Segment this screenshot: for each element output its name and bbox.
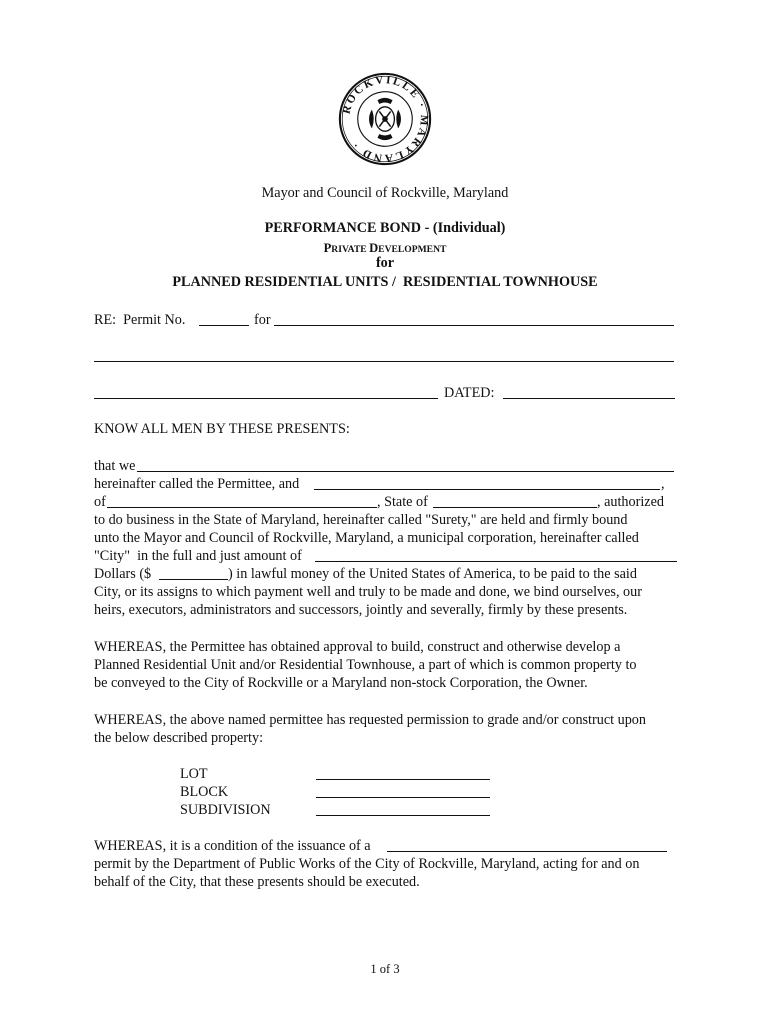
of-label: of (94, 494, 106, 510)
authorized-label: , authorized (597, 494, 664, 510)
permittee-name-field[interactable] (137, 471, 674, 472)
para1-line9: heirs, executors, administrators and successors, jointly and severally, firmly by these presents. (94, 602, 628, 618)
bond-amount-figures-field[interactable] (159, 579, 228, 580)
document-subtitle: PRIVATE DEVELOPMENT (323, 241, 447, 255)
permit-number-field[interactable] (199, 325, 249, 326)
comma-text: , (661, 476, 665, 492)
permit-for-label: for (254, 312, 271, 328)
that-we-label: that we (94, 458, 136, 474)
whereas1-line3: be conveyed to the City of Rockville or a Maryland non-stock Corporation, the Owner. (94, 675, 588, 691)
lot-label: LOT (180, 766, 208, 782)
permit-number-label: RE: Permit No. (94, 312, 186, 328)
whereas3-line3: behalf of the City, that these presents should be executed. (94, 874, 420, 890)
para1-line8: City, or its assigns to which payment well and truly to be made and done, we bind ourselves, our (94, 584, 642, 600)
surety-name-field[interactable] (314, 489, 660, 490)
para1-line4: to do business in the State of Maryland, hereinafter called "Surety," are held and firmly bound (94, 512, 628, 528)
know-all-men-heading: KNOW ALL MEN BY THESE PRESENTS: (94, 421, 350, 437)
subdivision-field[interactable] (316, 815, 490, 816)
seal-ring-text: ROCKVILLE · MARYLAND · (340, 73, 430, 164)
page-number: 1 of 3 (370, 962, 400, 976)
whereas3-line1: WHEREAS, it is a condition of the issuance of a (94, 838, 371, 854)
block-field[interactable] (316, 797, 490, 798)
para1-line7: ) in lawful money of the United States of America, to be paid to the said (228, 566, 637, 582)
city-amount-label: "City" in the full and just amount of (94, 548, 302, 564)
rockville-seal-icon (338, 72, 432, 166)
lot-field[interactable] (316, 779, 490, 780)
block-label: BLOCK (180, 784, 229, 800)
permittee-label: hereinafter called the Permittee, and (94, 476, 300, 492)
whereas1-line2: Planned Residential Unit and/or Residential Townhouse, a part of which is common property to (94, 657, 637, 673)
for-word: for (375, 255, 395, 271)
subdivision-label: SUBDIVISION (180, 802, 271, 818)
bond-amount-words-field[interactable] (315, 561, 677, 562)
dated-field[interactable] (503, 398, 675, 399)
permit-for-field[interactable] (274, 325, 674, 326)
permit-description-field-2[interactable] (94, 398, 438, 399)
whereas2-line1: WHEREAS, the above named permittee has requested permission to grade and/or construct upon (94, 712, 646, 728)
state-of-label: , State of (377, 494, 428, 510)
permit-description-field[interactable] (94, 361, 674, 362)
whereas2-line2: the below described property: (94, 730, 264, 746)
permit-type-field[interactable] (387, 851, 667, 852)
dollars-label: Dollars ($ (94, 566, 152, 582)
para1-line5: unto the Mayor and Council of Rockville, Maryland, a municipal corporation, hereinafter called (94, 530, 639, 546)
whereas1-line1: WHEREAS, the Permittee has obtained approval to build, construct and otherwise develop a (94, 639, 621, 655)
dated-label: DATED: (444, 385, 495, 401)
issuing-authority: Mayor and Council of Rockville, Maryland (261, 185, 509, 201)
project-type: PLANNED RESIDENTIAL UNITS / RESIDENTIAL TOWNHOUSE (172, 274, 598, 290)
surety-address-field[interactable] (107, 507, 377, 508)
surety-state-field[interactable] (433, 507, 597, 508)
document-title: PERFORMANCE BOND - (Individual) (264, 220, 506, 236)
whereas3-line2: permit by the Department of Public Works of the City of Rockville, Maryland, acting for and on (94, 856, 640, 872)
